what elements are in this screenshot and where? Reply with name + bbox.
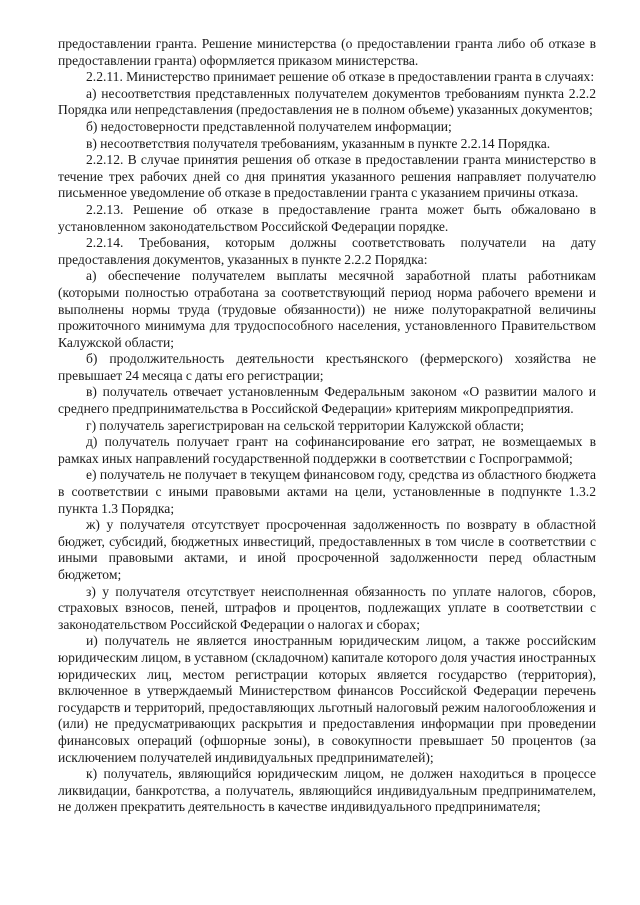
paragraph: д) получатель получает грант на софинансирование его затрат, не возмещаемых в рамках иных направлений государственной поддержки в соответствии с Госпрограммой; — [58, 434, 596, 466]
paragraph: б) продолжительность деятельности крестьянского (фермерского) хозяйства не превышает 24 месяца с даты его регистрации; — [58, 351, 596, 383]
paragraph: ж) у получателя отсутствует просроченная задолженность по возврату в областной бюджет, субсидий, бюджетных инвестиций, предоставленных в том числе в соответствии с иными правовыми актами, и иной просроченной задолженности перед областным бюджетом; — [58, 517, 596, 582]
paragraph: и) получатель не является иностранным юридическим лицом, а также российским юридическим лицом, в уставном (складочном) капитале которого доля участия иностранных юридических лиц, местом регистрации которых является государство (территория), включенное в утверждаемый Министерством финансов Российской Федерации перечень государств и территорий, предоставляющих льготный налоговый режим налогообложения и (или) не предусматривающих раскрытия и предоставления информации при проведении финансовых операций (офшорные зоны), в совокупности превышает 50 процентов (за исключением получателей индивидуальных предпринимателей); — [58, 633, 596, 765]
paragraph: г) получатель зарегистрирован на сельской территории Калужской области; — [86, 417, 524, 433]
paragraph: 2.2.12. В случае принятия решения об отказе в предоставлении гранта министерство в течение трех рабочих дней со дня принятия указанного решения направляет получателю письменное уведомление об отказе в предоставлении гранта с указанием причины отказа. — [58, 152, 596, 201]
paragraph: в) несоответствия получателя требованиям, указанным в пункте 2.2.14 Порядка. — [86, 135, 551, 151]
paragraph: в) получатель отвечает установленным Федеральным законом «О развитии малого и среднего предпринимательства в Российской Федерации» критериям микропредприятия. — [58, 384, 596, 417]
paragraph: а) обеспечение получателем выплаты месячной заработной платы работникам (которыми полностью отработана за соответствующий период норма рабочего времени и выполнены нормы труда (трудовые обязанности)) не ниже полуторакратной величины прожиточного минимума для трудоспособного населения, установленного Правительством Калужской области; — [58, 268, 596, 350]
paragraph: е) получатель не получает в текущем финансовом году, средства из областного бюджета в соответствии с иными правовыми актами на цели, установленные в подпункте 1.3.2 пункта 1.3 Порядка; — [58, 467, 596, 516]
document-body — [58, 36, 596, 816]
paragraph: предоставлении гранта. Решение министерства (о предоставлении гранта либо об отказе в предоставлении гранта) оформляется приказом министерства. — [58, 36, 596, 68]
paragraph: 2.2.14. Требования, которым должны соответствовать получатели на дату предоставления документов, указанных в пункте 2.2.2 Порядка: — [58, 235, 596, 267]
paragraph: а) несоответствия представленных получателем документов требованиям пункта 2.2.2 Порядка или непредставления (предоставления не в полном объеме) указанных документов; — [58, 85, 596, 118]
paragraph: б) недостоверности представленной получателем информации; — [86, 118, 452, 134]
paragraph: 2.2.13. Решение об отказе в предоставление гранта может быть обжаловано в установленном законодательством Российской Федерации порядке. — [58, 201, 596, 234]
paragraph: 2.2.11. Министерство принимает решение об отказе в предоставлении гранта в случаях: — [86, 69, 595, 85]
paragraph: к) получатель, являющийся юридическим лицом, не должен находиться в процессе ликвидации, банкротства, а получатель, являющийся индивидуальным предпринимателем, не должен прекратить деятельность в качестве индивидуального предпринимателя; — [58, 766, 596, 815]
paragraph: з) у получателя отсутствует неисполненная обязанность по уплате налогов, сборов, страховых взносов, пеней, штрафов и процентов, подлежащих уплате в соответствии с законодательством Российской Федерации о налогах и сборах; — [58, 583, 596, 632]
